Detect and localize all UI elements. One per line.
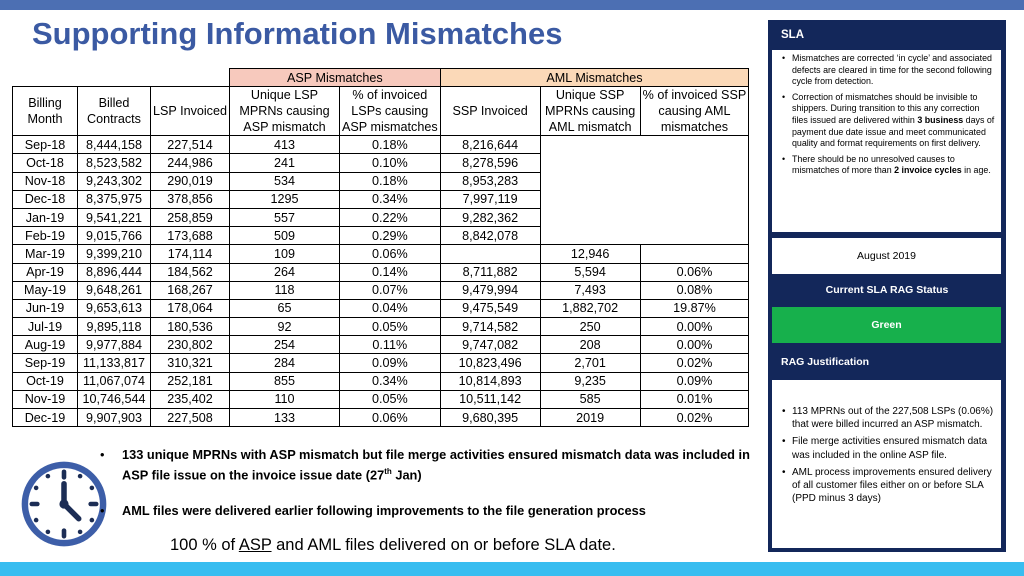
cell-billing-month: Apr-19 <box>13 263 78 281</box>
cell-pct-invoiced-lsp: 0.22% <box>339 208 440 226</box>
sla-bullet: • There should be no unresolved causes to mismatches of more than 2 invoice cycles in age. <box>782 154 995 177</box>
cell-unique-lsp: 509 <box>229 227 339 245</box>
rag-status-value: Green <box>772 307 1001 343</box>
cell-unique-ssp: 585 <box>540 390 640 408</box>
cell-ssp-invoiced: 10,823,496 <box>440 354 540 372</box>
col-billed-contracts: Billed Contracts <box>78 87 151 136</box>
rag-bullet: • File merge activities ensured mismatch data was included in the online ASP file. <box>782 435 995 461</box>
table-row <box>13 299 749 317</box>
table-row <box>13 245 749 263</box>
cell-pct-invoiced-lsp: 0.04% <box>339 299 440 317</box>
rag-justification <box>772 380 1001 548</box>
top-accent-bar <box>0 0 1024 10</box>
col-pct-invoiced-lsp: % of invoiced LSPs causing ASP mismatches <box>339 87 440 136</box>
cell-ssp-invoiced: 10,814,893 <box>440 372 540 390</box>
col-unique-lsp: Unique LSP MPRNs causing ASP mismatch <box>229 87 339 136</box>
bottom-accent-bar <box>0 562 1024 576</box>
cell-pct-invoiced-lsp: 0.05% <box>339 390 440 408</box>
table-body <box>13 136 749 427</box>
cell-unique-lsp: 264 <box>229 263 339 281</box>
cell-billing-month: Mar-19 <box>13 245 78 263</box>
cell-billed-contracts: 9,653,613 <box>78 299 151 317</box>
cell-unique-lsp: 254 <box>229 336 339 354</box>
cell-ssp-invoiced: 8,711,882 <box>440 263 540 281</box>
cell-lsp-invoiced: 258,859 <box>151 208 230 226</box>
cell-pct-invoiced-lsp: 0.34% <box>339 190 440 208</box>
cell-ssp-invoiced: 9,475,549 <box>440 299 540 317</box>
cell-unique-ssp: 5,594 <box>540 263 640 281</box>
cell-pct-invoiced-lsp: 0.29% <box>339 227 440 245</box>
sla-bullet: • Correction of mismatches should be invisible to shippers. During transition to this any correction files issued are delivered within 3 business days of payment due date issue and meet communicated quality and format requirements on first delivery. <box>782 92 995 150</box>
cell-lsp-invoiced: 378,856 <box>151 190 230 208</box>
cell-lsp-invoiced: 227,514 <box>151 136 230 154</box>
cell-billed-contracts: 9,541,221 <box>78 208 151 226</box>
table-row <box>13 372 749 390</box>
clock-icon <box>18 458 110 550</box>
cell-billing-month: Jun-19 <box>13 299 78 317</box>
cell-unique-lsp: 133 <box>229 409 339 427</box>
cell-billed-contracts: 9,648,261 <box>78 281 151 299</box>
table-row <box>13 281 749 299</box>
cell-billing-month: Nov-19 <box>13 390 78 408</box>
cell-pct-invoiced-lsp: 0.07% <box>339 281 440 299</box>
cell-ssp-invoiced: 9,680,395 <box>440 409 540 427</box>
cell-unique-lsp: 65 <box>229 299 339 317</box>
cell-pct-invoiced-ssp: 0.00% <box>640 336 749 354</box>
cell-pct-invoiced-ssp <box>640 245 749 263</box>
header-blank-left <box>13 69 78 87</box>
cell-billed-contracts: 9,015,766 <box>78 227 151 245</box>
cell-lsp-invoiced: 173,688 <box>151 227 230 245</box>
cell-billed-contracts: 9,399,210 <box>78 245 151 263</box>
cell-unique-lsp: 855 <box>229 372 339 390</box>
cell-lsp-invoiced: 227,508 <box>151 409 230 427</box>
table-row <box>13 390 749 408</box>
cell-unique-lsp: 109 <box>229 245 339 263</box>
cell-unique-ssp: 9,235 <box>540 372 640 390</box>
cell-lsp-invoiced: 290,019 <box>151 172 230 190</box>
cell-billing-month: Dec-19 <box>13 409 78 427</box>
cell-unique-ssp: 2019 <box>540 409 640 427</box>
cell-billed-contracts: 10,746,544 <box>78 390 151 408</box>
table-row <box>13 336 749 354</box>
cell-billed-contracts: 11,133,817 <box>78 354 151 372</box>
cell-billing-month: Oct-18 <box>13 154 78 172</box>
target-date-value: August 2019 <box>772 238 1001 274</box>
cell-billing-month: Jul-19 <box>13 318 78 336</box>
cell-aml-empty <box>540 136 749 245</box>
rag-status-label: Current SLA RAG Status <box>825 284 949 296</box>
cell-unique-ssp: 7,493 <box>540 281 640 299</box>
cell-pct-invoiced-lsp: 0.10% <box>339 154 440 172</box>
cell-unique-lsp: 110 <box>229 390 339 408</box>
sla-bullet: • Mismatches are corrected ‘in cycle’ and associated defects are cleared in time for the second following cycle from detection. <box>782 53 995 88</box>
cell-ssp-invoiced <box>440 245 540 263</box>
cell-pct-invoiced-ssp: 0.09% <box>640 372 749 390</box>
cell-unique-lsp: 118 <box>229 281 339 299</box>
cell-unique-lsp: 241 <box>229 154 339 172</box>
cell-billed-contracts: 9,907,903 <box>78 409 151 427</box>
cell-lsp-invoiced: 184,562 <box>151 263 230 281</box>
cell-billing-month: Nov-18 <box>13 172 78 190</box>
cell-unique-lsp: 534 <box>229 172 339 190</box>
cell-unique-ssp: 250 <box>540 318 640 336</box>
cell-billing-month: Sep-19 <box>13 354 78 372</box>
notes-list <box>98 446 758 538</box>
cell-pct-invoiced-lsp: 0.11% <box>339 336 440 354</box>
col-billing-month: Billing Month <box>13 87 78 136</box>
cell-lsp-invoiced: 230,802 <box>151 336 230 354</box>
cell-unique-lsp: 284 <box>229 354 339 372</box>
cell-lsp-invoiced: 235,402 <box>151 390 230 408</box>
cell-pct-invoiced-ssp: 0.06% <box>640 263 749 281</box>
table-row <box>13 136 749 154</box>
cell-ssp-invoiced: 9,479,994 <box>440 281 540 299</box>
cell-pct-invoiced-lsp: 0.06% <box>339 409 440 427</box>
cell-billed-contracts: 9,243,302 <box>78 172 151 190</box>
table-row <box>13 409 749 427</box>
cell-pct-invoiced-ssp: 0.08% <box>640 281 749 299</box>
cell-pct-invoiced-lsp: 0.05% <box>339 318 440 336</box>
sla-criteria <box>772 50 1001 232</box>
aml-mismatches-header: AML Mismatches <box>440 69 749 87</box>
cell-pct-invoiced-lsp: 0.06% <box>339 245 440 263</box>
cell-pct-invoiced-lsp: 0.18% <box>339 136 440 154</box>
cell-ssp-invoiced: 8,216,644 <box>440 136 540 154</box>
target-date-label: Target Date to operate within SLA <box>781 219 949 231</box>
sla-header: SLA <box>781 29 804 41</box>
cell-unique-lsp: 1295 <box>229 190 339 208</box>
rag-bullet: • AML process improvements ensured delivery of all customer files either on or before SLA (PPD minus 3 days) <box>782 466 995 506</box>
cell-billing-month: Jan-19 <box>13 208 78 226</box>
cell-billed-contracts: 11,067,074 <box>78 372 151 390</box>
cell-ssp-invoiced: 8,953,283 <box>440 172 540 190</box>
cell-unique-ssp: 208 <box>540 336 640 354</box>
cell-billing-month: Aug-19 <box>13 336 78 354</box>
footer-statement: 100 % of ASP and AML files delivered on or before SLA date. <box>170 536 616 554</box>
table-row <box>13 318 749 336</box>
cell-ssp-invoiced: 9,747,082 <box>440 336 540 354</box>
cell-billed-contracts: 8,444,158 <box>78 136 151 154</box>
cell-billed-contracts: 8,375,975 <box>78 190 151 208</box>
cell-unique-ssp: 2,701 <box>540 354 640 372</box>
cell-pct-invoiced-ssp: 0.02% <box>640 354 749 372</box>
cell-pct-invoiced-ssp: 0.02% <box>640 409 749 427</box>
cell-pct-invoiced-ssp: 0.01% <box>640 390 749 408</box>
cell-unique-lsp: 413 <box>229 136 339 154</box>
cell-pct-invoiced-ssp: 0.00% <box>640 318 749 336</box>
cell-lsp-invoiced: 180,536 <box>151 318 230 336</box>
cell-billed-contracts: 9,895,118 <box>78 318 151 336</box>
note-item: • 133 unique MPRNs with ASP mismatch but file merge activities ensured mismatch data was included in ASP file issue on the invoice issue date (27th Jan) <box>98 446 758 483</box>
cell-unique-lsp: 557 <box>229 208 339 226</box>
asp-mismatches-header: ASP Mismatches <box>229 69 440 87</box>
cell-pct-invoiced-lsp: 0.09% <box>339 354 440 372</box>
cell-pct-invoiced-lsp: 0.14% <box>339 263 440 281</box>
cell-pct-invoiced-ssp: 19.87% <box>640 299 749 317</box>
rag-justification-label: RAG Justification <box>781 356 870 368</box>
cell-billed-contracts: 8,896,444 <box>78 263 151 281</box>
col-pct-invoiced-ssp: % of invoiced SSP causing AML mismatches <box>640 87 749 136</box>
cell-ssp-invoiced: 9,282,362 <box>440 208 540 226</box>
cell-lsp-invoiced: 244,986 <box>151 154 230 172</box>
cell-billing-month: Sep-18 <box>13 136 78 154</box>
cell-billing-month: Oct-19 <box>13 372 78 390</box>
cell-ssp-invoiced: 10,511,142 <box>440 390 540 408</box>
cell-unique-ssp: 12,946 <box>540 245 640 263</box>
col-lsp-invoiced: LSP Invoiced <box>151 87 230 136</box>
cell-billing-month: May-19 <box>13 281 78 299</box>
cell-lsp-invoiced: 168,267 <box>151 281 230 299</box>
cell-billing-month: Dec-18 <box>13 190 78 208</box>
cell-lsp-invoiced: 178,064 <box>151 299 230 317</box>
cell-ssp-invoiced: 7,997,119 <box>440 190 540 208</box>
mismatch-table <box>12 68 749 427</box>
table-row <box>13 354 749 372</box>
sla-panel <box>768 20 1006 552</box>
rag-bullet: • 113 MPRNs out of the 227,508 LSPs (0.06%) that were billed incurred an ASP mismatch. <box>782 405 995 431</box>
cell-billed-contracts: 8,523,582 <box>78 154 151 172</box>
col-ssp-invoiced: SSP Invoiced <box>440 87 540 136</box>
cell-pct-invoiced-lsp: 0.34% <box>339 372 440 390</box>
cell-ssp-invoiced: 8,842,078 <box>440 227 540 245</box>
cell-ssp-invoiced: 8,278,596 <box>440 154 540 172</box>
note-item: • AML files were delivered earlier following improvements to the file generation process <box>98 502 758 519</box>
cell-lsp-invoiced: 252,181 <box>151 372 230 390</box>
cell-lsp-invoiced: 174,114 <box>151 245 230 263</box>
cell-unique-lsp: 92 <box>229 318 339 336</box>
cell-billing-month: Feb-19 <box>13 227 78 245</box>
cell-unique-ssp: 1,882,702 <box>540 299 640 317</box>
page-title: Supporting Information Mismatches <box>32 16 563 51</box>
cell-pct-invoiced-lsp: 0.18% <box>339 172 440 190</box>
table-row <box>13 263 749 281</box>
cell-billed-contracts: 9,977,884 <box>78 336 151 354</box>
col-unique-ssp: Unique SSP MPRNs causing AML mismatch <box>540 87 640 136</box>
cell-lsp-invoiced: 310,321 <box>151 354 230 372</box>
cell-ssp-invoiced: 9,714,582 <box>440 318 540 336</box>
